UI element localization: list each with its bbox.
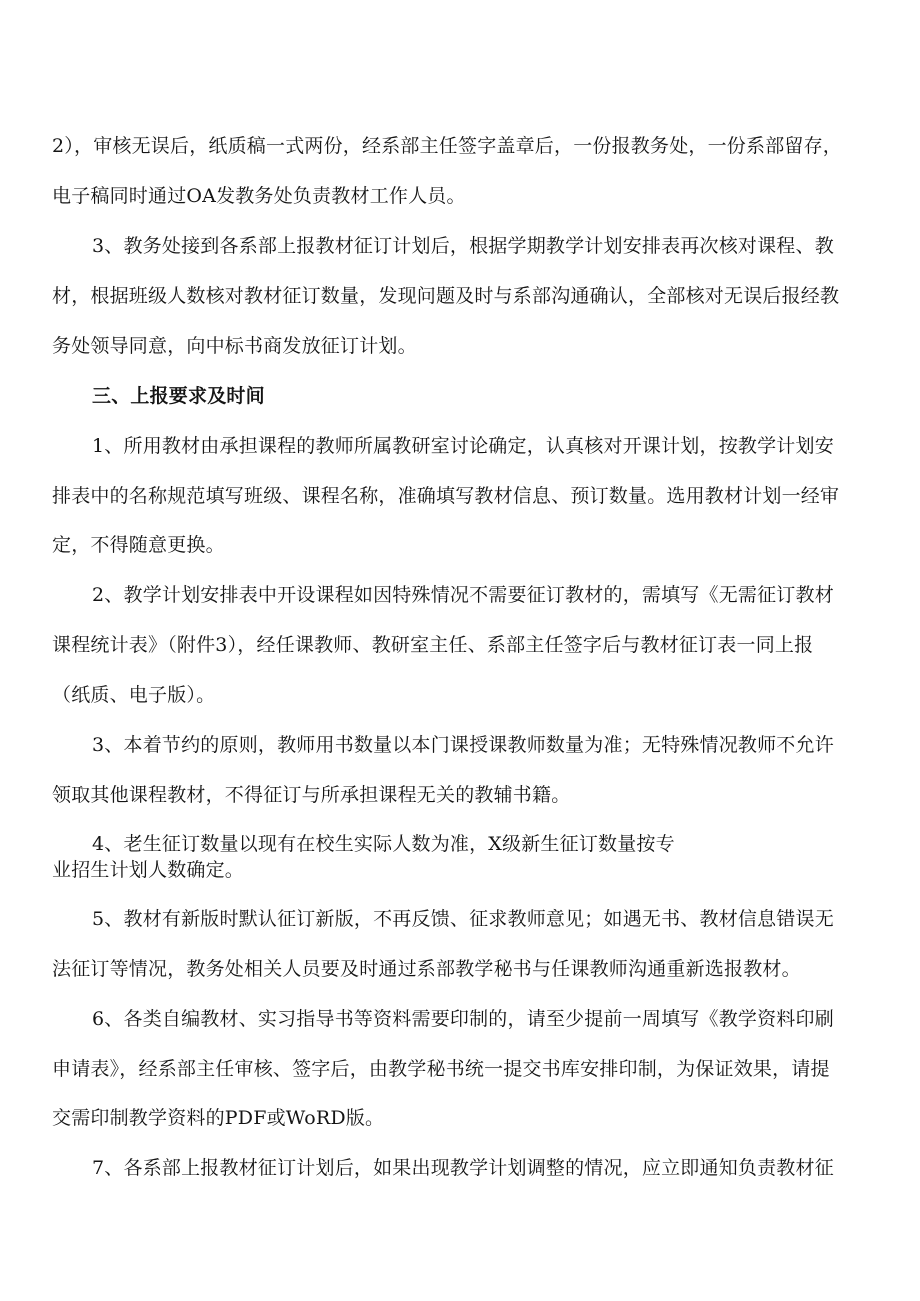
paragraph-line: 交需印制教学资料的PDF或WoRD版。 [52,1107,385,1129]
paragraph-line: 业招生计划人数确定。 [52,859,245,881]
paragraph-line: 4、老生征订数量以现有在校生实际人数为准，X级新生征订数量按专 [92,833,675,855]
paragraph-line: 务处领导同意，向中标书商发放征订计划。 [52,335,417,357]
paragraph-line: 5、教材有新版时默认征订新版，不再反馈、征求教师意见；如遇无书、教材信息错误无 [92,908,834,930]
paragraph-line: 电子稿同时通过OA发教务处负责教材工作人员。 [52,185,466,207]
paragraph-line: 1、所用教材由承担课程的教师所属教研室讨论确定，认真核对开课计划，按教学计划安 [92,435,834,457]
paragraph-line: 7、各系部上报教材征订计划后，如果出现教学计划调整的情况，应立即通知负责教材征 [92,1157,834,1179]
paragraph-line: 3、本着节约的原则，教师用书数量以本门课授课教师数量为准；无特殊情况教师不允许 [92,734,834,756]
paragraph-line: 法征订等情况，教务处相关人员要及时通过系部教学秘书与任课教师沟通重新选报教材。 [52,958,801,980]
section-heading: 三、上报要求及时间 [92,385,265,407]
paragraph-line: 领取其他课程教材，不得征订与所承担课程无关的教辅书籍。 [52,784,571,806]
paragraph-line: 6、各类自编教材、实习指导书等资料需要印制的，请至少提前一周填写《教学资料印刷 [92,1008,834,1030]
paragraph-line: 排表中的名称规范填写班级、课程名称，准确填写教材信息、预订数量。选用教材计划一经审 [52,485,840,507]
paragraph-line: 课程统计表》（附件3），经任课教师、教研室主任、系部主任签字后与教材征订表一同上报 [52,634,814,656]
paragraph-line: 2），审核无误后，纸质稿一式两份，经系部主任签字盖章后，一份报教务处，一份系部留存， [52,135,842,157]
paragraph-line: 2、教学计划安排表中开设课程如因特殊情况不需要征订教材的，需填写《无需征订教材 [92,584,834,606]
paragraph-line: 申请表》，经系部主任审核、签字后，由教学秘书统一提交书库安排印制，为保证效果，请提 [52,1058,830,1080]
paragraph-line: 材，根据班级人数核对教材征订数量，发现问题及时与系部沟通确认，全部核对无误后报经教 [52,285,840,307]
paragraph-line: （纸质、电子版）。 [52,684,216,706]
paragraph-line: 定，不得随意更换。 [52,534,225,556]
paragraph-line: 3、教务处接到各系部上报教材征订计划后，根据学期教学计划安排表再次核对课程、教 [92,235,834,257]
